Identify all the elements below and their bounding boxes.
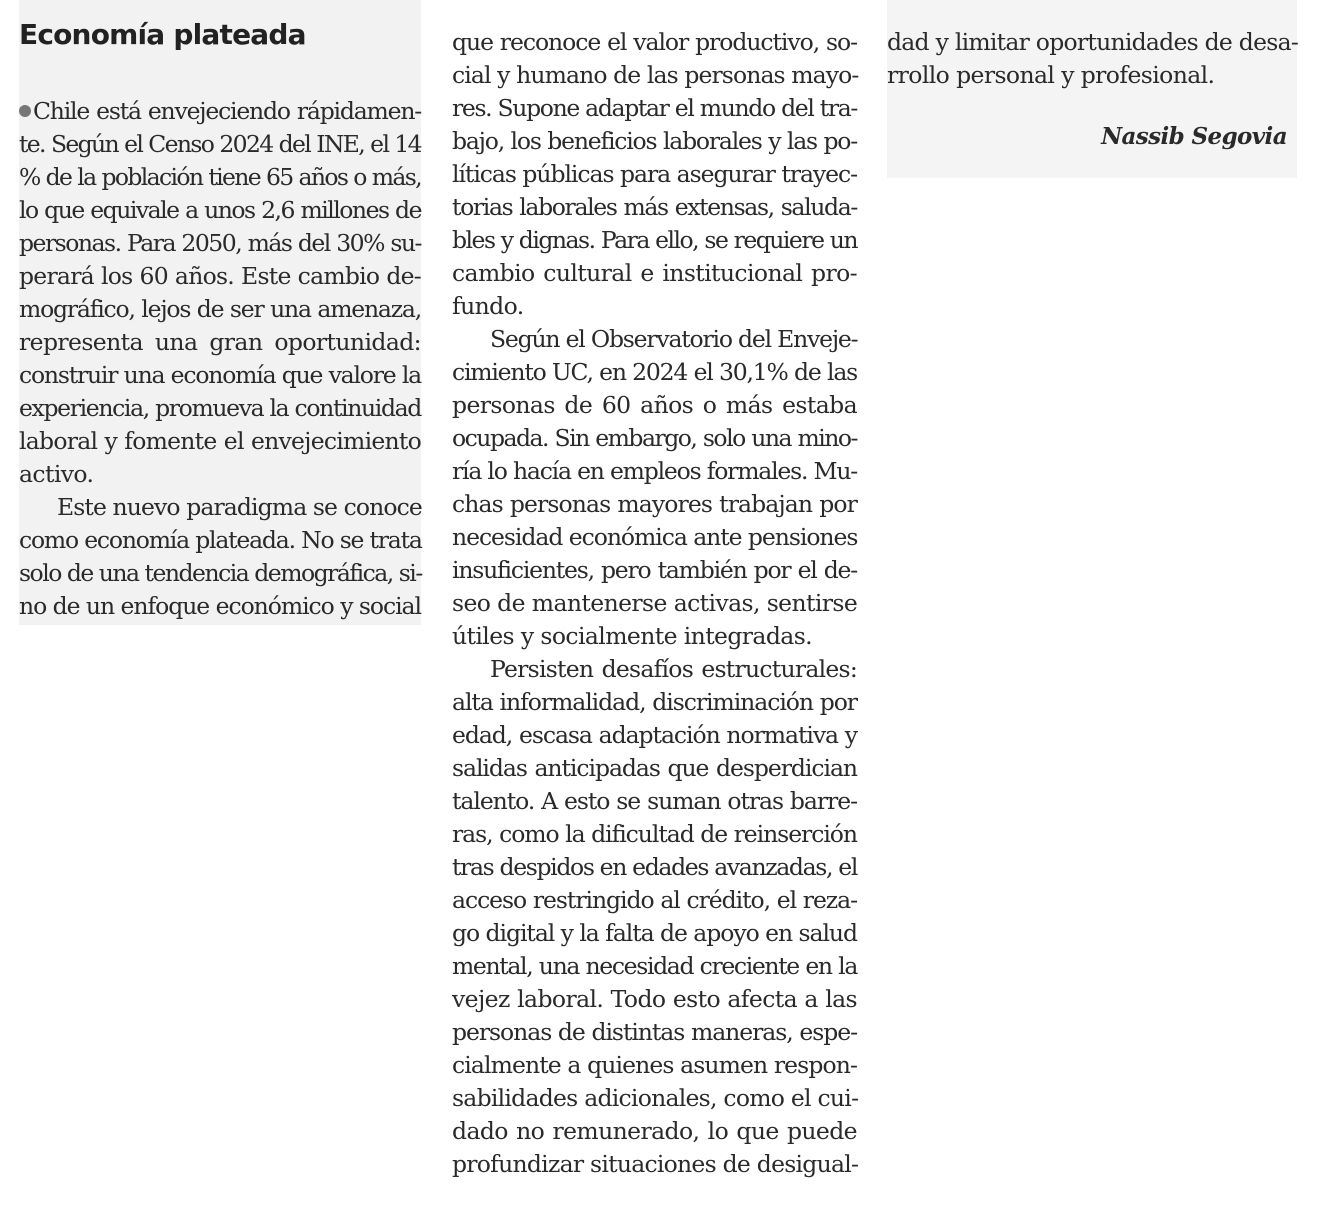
- headline: Economía plateada: [19, 18, 306, 51]
- article-line: necesidad económica ante pensiones: [452, 523, 858, 551]
- article-line: insuficientes, pero también por el de-: [452, 556, 857, 584]
- article-line: torias laborales más extensas, saluda-: [452, 193, 857, 221]
- article-line: cialmente a quienes asumen respon-: [452, 1051, 857, 1079]
- article-line: profundizar situaciones de desigual-: [452, 1150, 859, 1178]
- article-line: sabilidades adicionales, como el cui-: [452, 1084, 859, 1112]
- article-line: go digital y la falta de apoyo en salud: [452, 919, 857, 947]
- article-line: personas. Para 2050, más del 30% su-: [19, 229, 421, 257]
- article-line: mográfico, lejos de ser una amenaza,: [19, 295, 421, 323]
- article-line: personas de 60 años o más estaba: [452, 391, 857, 419]
- article-line: Este nuevo paradigma se conoce: [57, 493, 422, 521]
- article-line: ocupada. Sin embargo, solo una mino-: [452, 424, 857, 452]
- article-line: ría lo hacía en empleos formales. Mu-: [452, 457, 858, 485]
- line-text: Chile está envejeciendo rápidamen-: [33, 97, 421, 125]
- article-line: fundo.: [452, 292, 524, 320]
- article-line: no de un enfoque económico y social: [19, 592, 421, 620]
- article-line: activo.: [19, 460, 94, 488]
- article-line: cambio cultural e institucional pro-: [452, 259, 857, 287]
- article-line: que reconoce el valor productivo, so-: [452, 28, 857, 56]
- article-line: res. Supone adaptar el mundo del tra-: [452, 94, 857, 122]
- article-line: lo que equivale a unos 2,6 millones de: [19, 196, 421, 224]
- article-line: alta informalidad, discriminación por: [452, 688, 857, 716]
- article-line: bajo, los beneficios laborales y las po-: [452, 127, 857, 155]
- article-line: talento. A esto se suman otras barre-: [452, 787, 857, 815]
- article-line: dado no remunerado, lo que puede: [452, 1117, 857, 1145]
- article-line: tras despidos en edades avanzadas, el: [452, 853, 857, 881]
- article-line: laboral y fomente el envejecimiento: [19, 427, 421, 455]
- article-line: te. Según el Censo 2024 del INE, el 14: [19, 130, 421, 158]
- article-line: perará los 60 años. Este cambio de-: [19, 262, 421, 290]
- article-line: bles y dignas. Para ello, se requiere un: [452, 226, 857, 254]
- article-line: construir una economía que valore la: [19, 361, 421, 389]
- article-line: personas de distintas maneras, espe-: [452, 1018, 857, 1046]
- article-line: dad y limitar oportunidades de desa-: [887, 28, 1299, 56]
- article-line: solo de una tendencia demográfica, si-: [19, 559, 422, 587]
- article-line: Según el Observatorio del Enveje-: [490, 325, 858, 353]
- article-column-3: [887, 0, 1297, 178]
- bullet-icon: [19, 105, 31, 117]
- article-column-2: [452, 0, 857, 1205]
- author-byline: Nassib Segovia: [1101, 123, 1287, 150]
- article-line: útiles y socialmente integradas.: [452, 622, 813, 650]
- article-line: líticas públicas para asegurar trayec-: [452, 160, 857, 188]
- article-line: acceso restringido al crédito, el reza-: [452, 886, 857, 914]
- article-line: salidas anticipadas que desperdician: [452, 754, 857, 782]
- article-line: Persisten desafíos estructurales:: [490, 655, 857, 683]
- article-line: representa una gran oportunidad:: [19, 328, 421, 356]
- article-line: vejez laboral. Todo esto afecta a las: [452, 985, 857, 1013]
- article-line: ras, como la dificultad de reinserción: [452, 820, 857, 848]
- article-line: rrollo personal y profesional.: [887, 61, 1215, 89]
- article-line: como economía plateada. No se trata: [19, 526, 422, 554]
- article-column-1: [19, 0, 421, 625]
- article-line: chas personas mayores trabajan por: [452, 490, 857, 518]
- article-line: [19, 95, 421, 128]
- article-line: experiencia, promueva la continuidad: [19, 394, 421, 422]
- article-line: seo de mantenerse activas, sentirse: [452, 589, 858, 617]
- article-line: edad, escasa adaptación normativa y: [452, 721, 857, 749]
- article-line: cimiento UC, en 2024 el 30,1% de las: [452, 358, 857, 386]
- article-line: % de la población tiene 65 años o más,: [19, 163, 421, 191]
- article-line: cial y humano de las personas mayo-: [452, 61, 859, 89]
- article-line: mental, una necesidad creciente en la: [452, 952, 857, 980]
